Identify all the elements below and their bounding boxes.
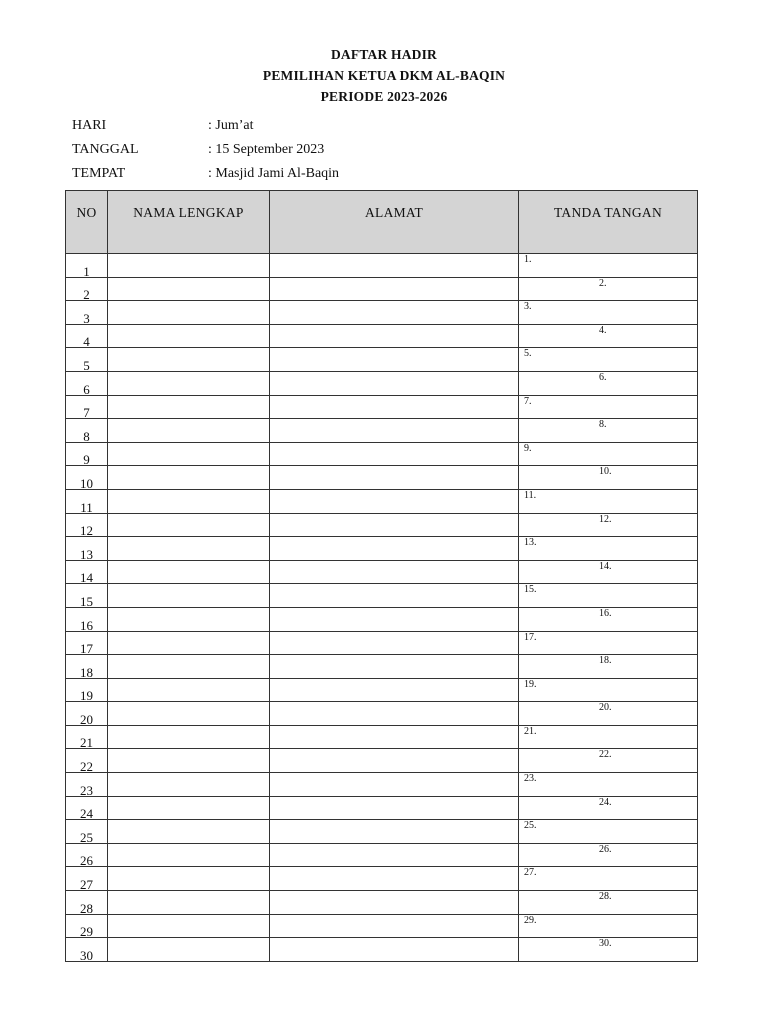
signature-number: 21. [524,725,537,737]
row-number: 15 [80,593,93,609]
row-number-cell [66,254,108,278]
row-number: 17 [80,641,93,657]
row-number-cell [66,489,108,513]
document-period: PERIODE 2023-2026 [320,89,448,104]
signature-number: 29. [524,914,537,926]
signature-number: 15. [524,584,537,596]
row-number-cell [66,513,108,537]
table-header-row [66,191,698,254]
signature-number: 6. [599,371,607,383]
info-value: 15 September 2023 [215,142,325,157]
column-header-signature: TANDA TANGAN [519,191,698,254]
address-cell[interactable] [270,584,519,608]
row-number-cell [66,419,108,443]
name-cell[interactable] [108,277,270,301]
row-number: 1 [83,263,90,279]
signature-cell[interactable] [519,796,698,820]
signature-cell[interactable] [519,843,698,867]
row-number: 14 [80,570,93,586]
address-cell[interactable] [270,301,519,325]
table-row [66,702,698,726]
row-number: 16 [80,617,93,633]
table-row [66,631,698,655]
name-cell[interactable] [108,843,270,867]
row-number-cell [66,301,108,325]
name-cell[interactable] [108,560,270,584]
row-number-cell [66,678,108,702]
row-number: 3 [83,310,90,326]
signature-cell[interactable] [519,749,698,773]
signature-number: 8. [599,419,607,431]
address-cell[interactable] [270,938,519,962]
row-number-cell [66,607,108,631]
table-row [66,914,698,938]
signature-cell[interactable] [519,513,698,537]
table-row [66,277,698,301]
row-number-cell [66,584,108,608]
name-cell[interactable] [108,537,270,561]
row-number: 12 [80,523,93,539]
address-cell[interactable] [270,725,519,749]
table-row [66,655,698,679]
column-header-name: NAMA LENGKAP [108,191,270,254]
row-number-cell [66,820,108,844]
name-cell[interactable] [108,513,270,537]
table-row [66,938,698,962]
table-row [66,607,698,631]
address-cell[interactable] [270,773,519,797]
signature-number: 19. [524,678,537,690]
signature-cell[interactable] [519,348,698,372]
table-row [66,419,698,443]
signature-cell[interactable] [519,254,698,278]
info-value: Masjid Jami Al-Baqin [215,166,340,181]
signature-number: 24. [599,796,612,808]
signature-number: 11. [524,489,537,501]
name-cell[interactable] [108,419,270,443]
address-cell[interactable] [270,442,519,466]
row-number-cell [66,631,108,655]
signature-cell[interactable] [519,395,698,419]
row-number: 2 [83,287,90,303]
name-cell[interactable] [108,914,270,938]
signature-cell[interactable] [519,678,698,702]
row-number-cell [66,867,108,891]
row-number: 6 [83,381,90,397]
address-cell[interactable] [270,513,519,537]
address-cell[interactable] [270,796,519,820]
signature-number: 30. [599,938,612,950]
address-cell[interactable] [270,631,519,655]
document-header [0,44,768,107]
address-cell[interactable] [270,820,519,844]
row-number-cell [66,348,108,372]
signature-number: 10. [599,466,612,478]
address-cell[interactable] [270,914,519,938]
signature-number: 25. [524,820,537,832]
info-value: Jum’at [215,118,254,133]
address-cell[interactable] [270,749,519,773]
address-cell[interactable] [270,678,519,702]
signature-cell[interactable] [519,537,698,561]
table-row [66,773,698,797]
address-cell[interactable] [270,324,519,348]
signature-cell[interactable] [519,938,698,962]
signature-cell[interactable] [519,301,698,325]
table-row [66,584,698,608]
row-number-cell [66,749,108,773]
name-cell[interactable] [108,254,270,278]
signature-number: 4. [599,324,607,336]
table-row [66,254,698,278]
signature-cell[interactable] [519,891,698,915]
address-cell[interactable] [270,419,519,443]
row-number: 23 [80,782,93,798]
table-row [66,489,698,513]
table-row [66,466,698,490]
info-label: TANGGAL [72,142,139,157]
signature-number: 1. [524,254,532,265]
signature-cell[interactable] [519,277,698,301]
row-number: 19 [80,688,93,704]
signature-cell[interactable] [519,442,698,466]
address-cell[interactable] [270,560,519,584]
signature-cell[interactable] [519,773,698,797]
signature-number: 22. [599,749,612,761]
info-label: TEMPAT [72,166,126,181]
name-cell[interactable] [108,678,270,702]
name-cell[interactable] [108,702,270,726]
row-number-cell [66,655,108,679]
attendance-table [65,190,698,962]
signature-number: 12. [599,513,612,525]
row-number-cell [66,371,108,395]
info-label: HARI [72,118,107,133]
row-number-cell [66,702,108,726]
address-cell[interactable] [270,607,519,631]
table-row [66,513,698,537]
row-number-cell [66,277,108,301]
table-row [66,678,698,702]
signature-number: 20. [599,702,612,714]
address-cell[interactable] [270,867,519,891]
row-number-cell [66,442,108,466]
name-cell[interactable] [108,773,270,797]
table-row [66,843,698,867]
row-number-cell [66,773,108,797]
signature-cell[interactable] [519,560,698,584]
row-number: 10 [80,475,93,491]
name-cell[interactable] [108,584,270,608]
signature-cell[interactable] [519,584,698,608]
row-number-cell [66,938,108,962]
signature-number: 3. [524,301,532,313]
table-row [66,324,698,348]
table-row [66,348,698,372]
name-cell[interactable] [108,867,270,891]
signature-cell[interactable] [519,324,698,348]
table-row [66,796,698,820]
signature-number: 26. [599,843,612,855]
row-number-cell [66,725,108,749]
name-cell[interactable] [108,395,270,419]
row-number: 20 [80,711,93,727]
row-number-cell [66,395,108,419]
name-cell[interactable] [108,749,270,773]
table-row [66,371,698,395]
row-number: 11 [80,499,93,515]
table-row [66,395,698,419]
row-number-cell [66,914,108,938]
row-number: 26 [80,853,93,869]
row-number: 30 [80,947,93,963]
signature-cell[interactable] [519,702,698,726]
row-number: 7 [83,405,90,421]
table-row [66,891,698,915]
name-cell[interactable] [108,655,270,679]
name-cell[interactable] [108,442,270,466]
table-row [66,537,698,561]
row-number-cell [66,466,108,490]
signature-number: 2. [599,277,607,289]
name-cell[interactable] [108,348,270,372]
signature-cell[interactable] [519,867,698,891]
name-cell[interactable] [108,301,270,325]
row-number-cell [66,891,108,915]
address-cell[interactable] [270,537,519,561]
row-number: 27 [80,877,93,893]
signature-cell[interactable] [519,914,698,938]
signature-number: 9. [524,442,532,454]
address-cell[interactable] [270,489,519,513]
signature-number: 5. [524,348,532,360]
signature-cell[interactable] [519,631,698,655]
document-subtitle: PEMILIHAN KETUA DKM AL-BAQIN [262,68,506,83]
signature-number: 16. [599,607,612,619]
row-number-cell [66,560,108,584]
address-cell[interactable] [270,655,519,679]
table-row [66,301,698,325]
name-cell[interactable] [108,371,270,395]
row-number-cell [66,843,108,867]
address-cell[interactable] [270,395,519,419]
row-number: 4 [83,334,90,350]
signature-number: 7. [524,395,532,407]
signature-cell[interactable] [519,607,698,631]
row-number: 13 [80,546,93,562]
row-number: 9 [83,452,90,468]
name-cell[interactable] [108,631,270,655]
column-header-no: NO [66,191,108,254]
table-row [66,560,698,584]
row-number-cell [66,796,108,820]
address-cell[interactable] [270,371,519,395]
table-row [66,867,698,891]
address-cell[interactable] [270,348,519,372]
address-cell[interactable] [270,254,519,278]
row-number: 29 [80,924,93,940]
row-number: 5 [83,357,90,373]
signature-cell[interactable] [519,655,698,679]
signature-number: 17. [524,631,537,643]
document-title: DAFTAR HADIR [330,47,438,62]
signature-number: 28. [599,891,612,903]
name-cell[interactable] [108,725,270,749]
name-cell[interactable] [108,796,270,820]
name-cell[interactable] [108,938,270,962]
signature-cell[interactable] [519,371,698,395]
signature-cell[interactable] [519,725,698,749]
row-number: 22 [80,759,93,775]
row-number: 25 [80,829,93,845]
signature-number: 14. [599,560,612,572]
address-cell[interactable] [270,843,519,867]
address-cell[interactable] [270,277,519,301]
table-row [66,820,698,844]
table-row [66,749,698,773]
table-row [66,442,698,466]
name-cell[interactable] [108,489,270,513]
table-row [66,725,698,749]
column-header-address: ALAMAT [270,191,519,254]
signature-cell[interactable] [519,489,698,513]
name-cell[interactable] [108,820,270,844]
row-number: 21 [80,735,93,751]
name-cell[interactable] [108,466,270,490]
row-number: 8 [83,428,90,444]
name-cell[interactable] [108,607,270,631]
signature-number: 23. [524,773,537,785]
row-number: 28 [80,900,93,916]
name-cell[interactable] [108,324,270,348]
row-number-cell [66,537,108,561]
row-number: 24 [80,806,93,822]
name-cell[interactable] [108,891,270,915]
address-cell[interactable] [270,702,519,726]
signature-cell[interactable] [519,820,698,844]
row-number: 18 [80,664,93,680]
address-cell[interactable] [270,891,519,915]
signature-number: 27. [524,867,537,879]
signature-cell[interactable] [519,419,698,443]
signature-number: 18. [599,655,612,667]
address-cell[interactable] [270,466,519,490]
signature-number: 13. [524,537,537,549]
row-number-cell [66,324,108,348]
signature-cell[interactable] [519,466,698,490]
